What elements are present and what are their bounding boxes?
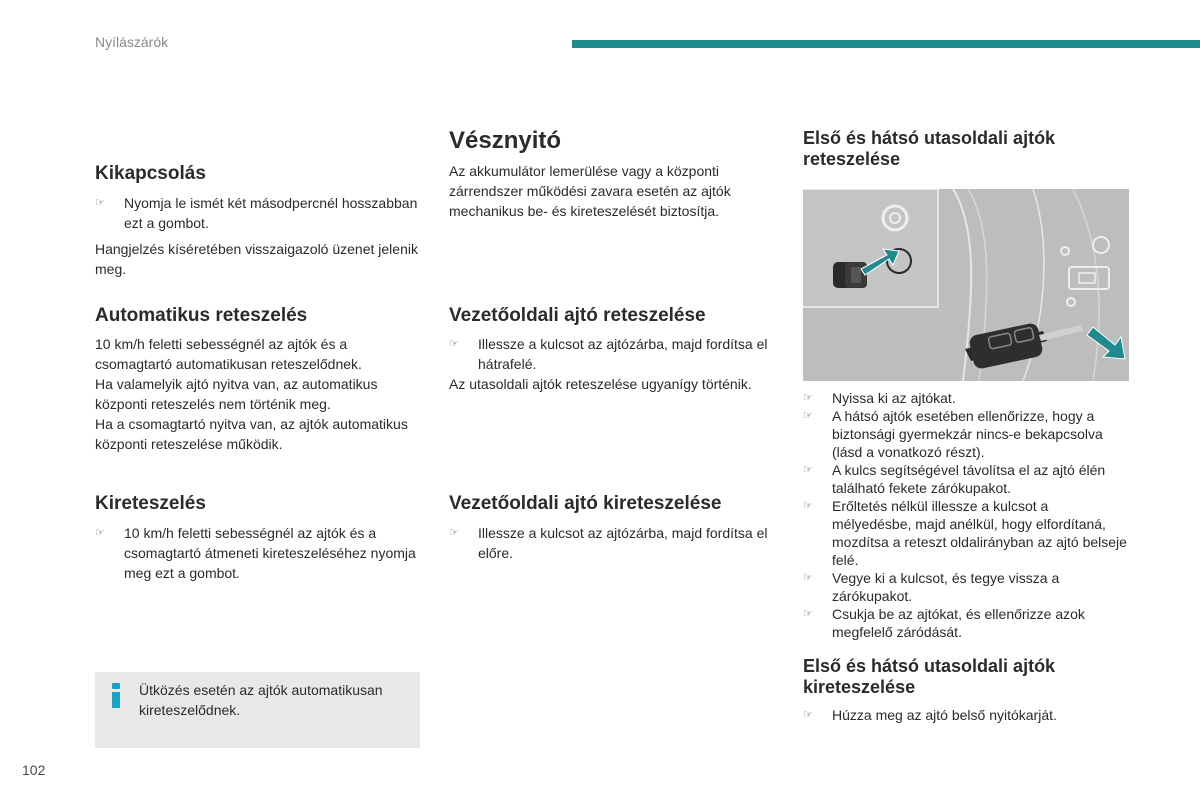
section-title: Első és hátsó utasoldali ajtók reteszelése: [803, 128, 1056, 169]
list-item-text: Vegye ki a kulcsot, és tegye vissza a zárókupakot.: [832, 570, 1060, 604]
list-item-text: A kulcs segítségével távolítsa el az ajtó élén található fekete zárókupakot.: [832, 462, 1106, 496]
list-item-text: Csukja be az ajtókat, és ellenőrizze azok megfelelő záródását.: [832, 606, 1085, 640]
section-title: Kireteszelés: [95, 493, 206, 514]
paragraph: Az utasoldali ajtók reteszelése ugyanígy történik.: [449, 376, 752, 392]
list-item: [803, 389, 1129, 407]
header-accent-bar: [572, 40, 1200, 48]
list-item-text: Illessze a kulcsot az ajtózárba, majd fordítsa el előre.: [478, 525, 768, 561]
bullet-icon: ☞: [803, 464, 813, 476]
paragraph: Az akkumulátor lemerülése vagy a központi zárrendszer működési zavara esetén az ajtók mechanikus be- és kireteszelését biztosítja.: [449, 163, 731, 219]
paragraph: Ha a csomagtartó nyitva van, az ajtók automatikus központi reteszelése működik.: [95, 416, 408, 452]
section-vezetooldali-reteszeles: [449, 305, 769, 394]
paragraph: 10 km/h feletti sebességnél az ajtók és a csomagtartó automatikusan reteszelődnek.: [95, 336, 362, 372]
info-icon: [112, 683, 120, 708]
list-item: [449, 334, 769, 374]
list-item: [803, 407, 1129, 461]
section-kikapcsolas: [95, 163, 420, 279]
section-title: Automatikus reteszelés: [95, 305, 308, 326]
section-automatikus-reteszeles: [95, 305, 420, 454]
bullet-icon: ☞: [803, 500, 813, 512]
bullet-icon: ☞: [803, 608, 813, 620]
section-vesznyito: [449, 127, 769, 221]
list-item: [449, 523, 769, 563]
paragraph: Hangjelzés kíséretében visszaigazoló üzenet jelenik meg.: [95, 241, 418, 277]
list-item-text: 10 km/h feletti sebességnél az ajtók és a csomagtartó átmeneti kireteszeléséhez nyomja meg ezt a gombot.: [124, 525, 416, 581]
list-item-text: A hátsó ajtók esetében ellenőrizze, hogy a biztonsági gyermekzár nincs-e bekapcsolva (lásd a vonatkozó részt).: [832, 408, 1103, 460]
section-title: Vezetőoldali ajtó reteszelése: [449, 305, 706, 326]
list-item: [803, 605, 1129, 641]
bullet-icon: ☞: [803, 709, 813, 721]
bullet-icon: ☞: [803, 410, 813, 422]
info-text: Ütközés esetén az ajtók automatikusan kireteszelődnek.: [139, 682, 383, 718]
door-lock-illustration: [803, 189, 1129, 381]
section-utasoldali-reteszeles-title: [803, 128, 1129, 170]
bullet-icon: ☞: [449, 338, 459, 350]
bullet-icon: ☞: [95, 197, 105, 209]
list-item: [803, 705, 1129, 725]
section-title: Vésznyitó: [449, 127, 562, 154]
list-item: [95, 523, 420, 583]
list-item-text: Húzza meg az ajtó belső nyitókarját.: [832, 707, 1057, 723]
list-item-text: Erőltetés nélkül illessze a kulcsot a mélyedésbe, majd anélkül, hogy elfordítaná, mozdítsa a reteszt oldalirányban az ajtó belseje felé.: [832, 498, 1127, 568]
section-vezetooldali-kireteszeles: [449, 493, 769, 563]
list-item-text: Nyissa ki az ajtókat.: [832, 390, 956, 406]
list-item-text: Illessze a kulcsot az ajtózárba, majd fordítsa el hátrafelé.: [478, 336, 768, 372]
bullet-icon: ☞: [803, 572, 813, 584]
section-utasoldali-reteszeles-steps: [803, 389, 1129, 641]
list-item: [803, 569, 1129, 605]
section-label: Nyílászárók: [95, 34, 169, 50]
list-item: [95, 193, 420, 233]
section-title: Kikapcsolás: [95, 163, 206, 184]
section-title: Első és hátsó utasoldali ajtók kireteszelése: [803, 656, 1056, 697]
bullet-icon: ☞: [803, 392, 813, 404]
list-item-text: Nyomja le ismét két másodpercnél hosszabban ezt a gombot.: [124, 195, 418, 231]
bullet-icon: ☞: [95, 527, 105, 539]
list-item: [803, 497, 1129, 569]
section-title: Vezetőoldali ajtó kireteszelése: [449, 493, 722, 514]
paragraph: Ha valamelyik ajtó nyitva van, az automatikus központi reteszelés nem történik meg.: [95, 376, 378, 412]
page-number: 102: [22, 762, 46, 778]
bullet-icon: ☞: [449, 527, 459, 539]
section-kireteszeles: [95, 493, 420, 583]
list-item: [803, 461, 1129, 497]
info-box: [95, 672, 420, 748]
section-utasoldali-kireteszeles: [803, 656, 1129, 725]
